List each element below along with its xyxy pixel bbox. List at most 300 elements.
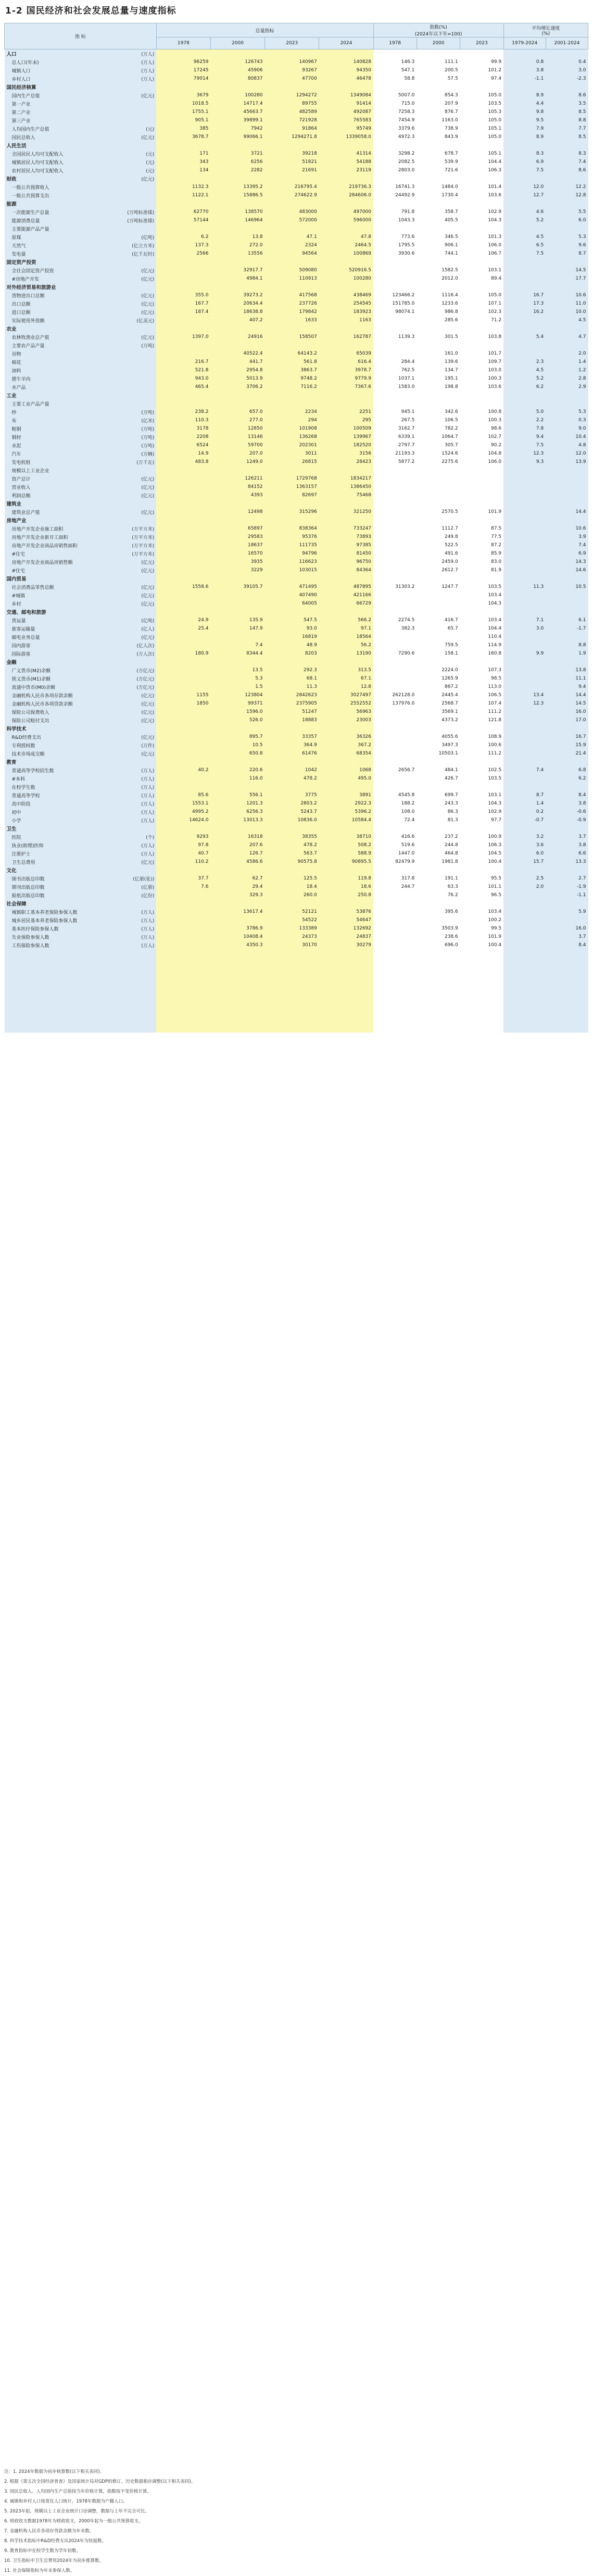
value-cell: 8.8 <box>546 641 588 649</box>
indicator-name: 社会保障 <box>5 899 112 908</box>
empty-row <box>5 983 588 991</box>
value-cell: 9.5 <box>503 116 546 124</box>
indicator-unit: (亿人) <box>112 624 157 633</box>
value-cell: 838364 <box>265 524 319 533</box>
value-cell: 57.5 <box>417 74 460 83</box>
value-cell: 106.0 <box>460 458 503 466</box>
value-cell: 107.3 <box>460 666 503 674</box>
value-cell: 41314 <box>319 149 373 158</box>
value-cell: 105.1 <box>460 124 503 133</box>
indicator-name: 粗钢 <box>5 424 112 433</box>
value-cell <box>156 933 210 941</box>
indicator-name: 工业 <box>5 391 112 399</box>
value-cell: 77.5 <box>460 533 503 541</box>
value-cell: 105.0 <box>460 133 503 141</box>
value-cell: 8.4 <box>546 791 588 799</box>
indicator-name: 农林牧渔业总产值 <box>5 333 112 341</box>
indicator-name: 广义货币(M2)余额 <box>5 666 112 674</box>
table-row <box>5 349 588 358</box>
value-cell: 216.7 <box>156 358 210 366</box>
value-cell: 102.9 <box>460 808 503 816</box>
indicator-name: 能源 <box>5 199 112 208</box>
indicator-unit: (亿美元) <box>112 316 157 324</box>
value-cell: 9.9 <box>503 649 546 658</box>
value-cell <box>546 499 588 508</box>
value-cell: 791.8 <box>373 208 417 216</box>
value-cell <box>265 174 319 183</box>
value-cell: 9.0 <box>546 424 588 433</box>
value-cell <box>319 199 373 208</box>
value-cell <box>503 549 546 558</box>
value-cell: 1553.1 <box>156 799 210 808</box>
indicator-name: 交通、邮电和旅游 <box>5 608 112 616</box>
value-cell: 180.9 <box>156 649 210 658</box>
value-cell: 100509 <box>319 424 373 433</box>
value-cell <box>460 758 503 766</box>
value-cell <box>210 516 264 524</box>
value-cell <box>460 466 503 474</box>
value-cell <box>156 891 210 899</box>
value-cell: 101.4 <box>460 183 503 191</box>
table-row <box>5 483 588 491</box>
section-row <box>5 49 588 58</box>
value-cell: 6.2 <box>503 383 546 391</box>
value-cell: 385 <box>156 124 210 133</box>
value-cell: 21691 <box>265 166 319 174</box>
value-cell: 315296 <box>265 508 319 516</box>
value-cell: 182520 <box>319 441 373 449</box>
value-cell: 90895.5 <box>319 858 373 866</box>
value-cell: 37.7 <box>156 874 210 883</box>
value-cell <box>210 258 264 266</box>
value-cell: 843.9 <box>417 133 460 141</box>
value-cell: 105.0 <box>460 291 503 299</box>
value-cell: 2.7 <box>546 874 588 883</box>
value-cell: 301.5 <box>417 333 460 341</box>
value-cell: 207.0 <box>210 449 264 458</box>
value-cell <box>373 866 417 874</box>
indicator-name: 资产总计 <box>5 474 112 483</box>
value-cell: 12.7 <box>503 191 546 199</box>
value-cell: 102.9 <box>460 208 503 216</box>
value-cell <box>265 283 319 291</box>
value-cell <box>210 574 264 583</box>
value-cell: 10408.4 <box>210 933 264 941</box>
indicator-name: 卫生 <box>5 824 112 833</box>
value-cell: 24916 <box>210 333 264 341</box>
value-cell: 104.8 <box>460 449 503 458</box>
value-cell: 4.8 <box>546 441 588 449</box>
value-cell <box>373 933 417 941</box>
value-cell: 3011 <box>265 449 319 458</box>
value-cell: 9.4 <box>503 433 546 441</box>
value-cell: 0.4 <box>546 58 588 66</box>
value-cell: 72.4 <box>373 816 417 824</box>
value-cell <box>373 658 417 666</box>
value-cell: 364.9 <box>265 741 319 749</box>
value-cell <box>373 641 417 649</box>
value-cell <box>546 399 588 408</box>
indicator-name: 财政 <box>5 174 112 183</box>
value-cell: 4393 <box>210 491 264 499</box>
value-cell: 5.3 <box>210 674 264 683</box>
value-cell: 100.3 <box>460 374 503 383</box>
value-cell: 160.8 <box>460 649 503 658</box>
value-cell: 738.9 <box>417 124 460 133</box>
value-cell: 6.9 <box>546 549 588 558</box>
value-cell: 8.6 <box>546 166 588 174</box>
table-row <box>5 624 588 633</box>
value-cell: 48.9 <box>265 641 319 649</box>
value-cell: 12.0 <box>503 183 546 191</box>
value-cell: 97.8 <box>156 841 210 849</box>
value-cell <box>373 224 417 233</box>
value-cell: 5396.2 <box>319 808 373 816</box>
indicator-unit <box>112 574 157 583</box>
value-cell: 9.6 <box>546 241 588 249</box>
indicator-name: 文化 <box>5 866 112 874</box>
value-cell: 284.4 <box>373 358 417 366</box>
value-cell <box>503 524 546 533</box>
indicator-name: 猪牛羊肉 <box>5 374 112 383</box>
value-cell: 6.6 <box>546 849 588 858</box>
value-cell <box>546 483 588 491</box>
value-cell: 8.5 <box>546 133 588 141</box>
value-cell: 2566 <box>156 249 210 258</box>
value-cell: 416.6 <box>373 833 417 841</box>
value-cell: 2.0 <box>503 883 546 891</box>
value-cell <box>503 341 546 349</box>
value-cell: 1.4 <box>546 358 588 366</box>
table-row <box>5 74 588 83</box>
value-cell <box>265 399 319 408</box>
value-cell: 137.3 <box>156 241 210 249</box>
value-cell: 4350.3 <box>210 941 264 949</box>
value-cell: 109.7 <box>460 358 503 366</box>
value-cell: 89755 <box>265 99 319 108</box>
empty-row <box>5 966 588 974</box>
value-cell <box>156 508 210 516</box>
value-cell <box>417 174 460 183</box>
indicator-name: 利润总额 <box>5 491 112 499</box>
value-cell <box>156 258 210 266</box>
value-cell <box>319 516 373 524</box>
value-cell: 61476 <box>265 749 319 758</box>
value-cell <box>373 941 417 949</box>
footnote-line: 6. 财政收支数据1978年为财政收支，2000年起为一般公共预算收支。 <box>4 2519 143 2524</box>
value-cell: 16.0 <box>546 708 588 716</box>
value-cell: 13013.3 <box>210 816 264 824</box>
value-cell <box>417 574 460 583</box>
index-header-label: 指数(%) <box>430 25 447 30</box>
value-cell <box>373 349 417 358</box>
value-cell: 876.7 <box>417 108 460 116</box>
value-cell <box>156 716 210 724</box>
value-cell: 905.1 <box>156 116 210 124</box>
indicator-unit <box>112 366 157 374</box>
value-cell: 100.4 <box>460 858 503 866</box>
value-cell: 7.8 <box>503 424 546 433</box>
value-cell: 2.0 <box>546 349 588 358</box>
value-cell <box>503 533 546 541</box>
indicator-name: 建筑业总产值 <box>5 508 112 516</box>
indicator-name: 城镇居民人均可支配收入 <box>5 158 112 166</box>
value-cell <box>373 758 417 766</box>
footnote-line: 5. 2023年起，规模以上工业企业统计口径调整，数据与上年不完全可比。 <box>4 2509 149 2514</box>
value-cell <box>156 641 210 649</box>
value-cell: 1247.7 <box>417 583 460 591</box>
value-cell: 1249.0 <box>210 458 264 466</box>
indicator-unit: (万人) <box>112 66 157 74</box>
indicator-name: 货物进出口总额 <box>5 291 112 299</box>
value-cell: 405.5 <box>417 216 460 224</box>
value-cell: 85.9 <box>460 549 503 558</box>
indicator-unit <box>112 108 157 116</box>
table-row <box>5 508 588 516</box>
value-cell: 111735 <box>265 541 319 549</box>
indicator-unit: (亿元) <box>112 91 157 99</box>
table-row <box>5 541 588 549</box>
value-cell: 382.3 <box>373 624 417 633</box>
value-cell: 483.8 <box>156 458 210 466</box>
indicator-name: 国民总收入 <box>5 133 112 141</box>
value-cell: 2012.0 <box>417 274 460 283</box>
value-cell: 113.0 <box>460 683 503 691</box>
value-cell: 616.4 <box>319 358 373 366</box>
value-cell: 11.3 <box>265 683 319 691</box>
page-title: 1-2 国民经济和社会发展总量与速度指标 <box>5 6 176 16</box>
table-row <box>5 158 588 166</box>
value-cell: 3497.3 <box>417 741 460 749</box>
value-cell: 11.1 <box>546 674 588 683</box>
value-cell: 441.7 <box>210 358 264 366</box>
value-cell <box>503 591 546 599</box>
table-row <box>5 791 588 799</box>
value-cell <box>265 324 319 333</box>
empty-row <box>5 999 588 1008</box>
value-cell: 9.8 <box>503 108 546 116</box>
indicator-name: 布 <box>5 416 112 424</box>
value-cell: 105.1 <box>460 149 503 158</box>
value-cell: 8.9 <box>503 133 546 141</box>
value-cell <box>417 916 460 924</box>
value-cell: 7.6 <box>156 883 210 891</box>
value-cell: 539.9 <box>417 158 460 166</box>
value-cell <box>156 774 210 783</box>
indicator-name: 初中 <box>5 808 112 816</box>
value-cell <box>546 599 588 608</box>
value-cell <box>503 783 546 791</box>
value-cell: 12.0 <box>546 449 588 458</box>
value-cell: 104.3 <box>460 599 503 608</box>
indicator-name: 国内生产总值 <box>5 91 112 99</box>
indicator-name: #住宅 <box>5 566 112 574</box>
value-cell: 7.1 <box>503 616 546 624</box>
value-cell: 101.2 <box>460 66 503 74</box>
value-cell: 10.6 <box>546 524 588 533</box>
value-cell: -0.7 <box>503 816 546 824</box>
indicator-unit: (万平方米) <box>112 524 157 533</box>
value-cell: 12.8 <box>546 191 588 199</box>
value-cell: 138570 <box>210 208 264 216</box>
table-row <box>5 491 588 499</box>
table-row <box>5 849 588 858</box>
indicator-unit: (亿元) <box>112 691 157 699</box>
table-row <box>5 116 588 124</box>
value-cell: 3.7 <box>546 833 588 841</box>
table-row <box>5 749 588 758</box>
value-cell: 13617.4 <box>210 908 264 916</box>
value-cell: 8.5 <box>546 108 588 116</box>
value-cell: 478.2 <box>265 774 319 783</box>
value-cell: 116623 <box>265 558 319 566</box>
value-cell <box>319 258 373 266</box>
value-cell: 29583 <box>210 533 264 541</box>
value-cell: 782.2 <box>417 424 460 433</box>
value-cell: 139.6 <box>417 358 460 366</box>
value-cell <box>373 683 417 691</box>
indicator-name: 人民生活 <box>5 141 112 149</box>
value-cell <box>503 908 546 916</box>
value-cell: 23003 <box>319 716 373 724</box>
value-cell <box>503 674 546 683</box>
value-cell: 9748.2 <box>265 374 319 383</box>
value-cell: 526.0 <box>210 716 264 724</box>
value-cell: 715.0 <box>373 99 417 108</box>
value-cell: 2.3 <box>503 358 546 366</box>
value-cell <box>373 266 417 274</box>
value-cell: 111.1 <box>417 58 460 66</box>
value-cell: 14.5 <box>546 266 588 274</box>
indicator-unit: (亿元) <box>112 749 157 758</box>
value-cell: 30279 <box>319 941 373 949</box>
value-cell <box>373 666 417 674</box>
value-cell: 8.9 <box>503 91 546 99</box>
value-cell <box>546 474 588 483</box>
value-cell <box>417 516 460 524</box>
value-cell: 56963 <box>319 708 373 716</box>
index-header-sub: (2024年以下年=100) <box>414 32 462 37</box>
value-cell: 438469 <box>319 291 373 299</box>
indicator-unit: (万人次) <box>112 649 157 658</box>
table-row <box>5 449 588 458</box>
value-cell <box>265 466 319 474</box>
value-cell: 906.1 <box>417 241 460 249</box>
value-cell: 24.9 <box>156 616 210 624</box>
indicator-name: 专利授权数 <box>5 741 112 749</box>
value-cell: 16.2 <box>503 308 546 316</box>
value-cell: 103.8 <box>460 333 503 341</box>
value-cell: 2445.4 <box>417 691 460 699</box>
table-row <box>5 416 588 424</box>
value-cell <box>460 491 503 499</box>
value-cell <box>503 774 546 783</box>
value-cell <box>373 891 417 899</box>
indicator-unit: (元) <box>112 149 157 158</box>
indicator-unit <box>112 758 157 766</box>
value-cell: -1.9 <box>546 883 588 891</box>
value-cell: 17245 <box>156 66 210 74</box>
value-cell: 3156 <box>319 449 373 458</box>
value-cell: 358.7 <box>417 208 460 216</box>
value-cell: 97385 <box>319 541 373 549</box>
indicator-name: 在校学生数 <box>5 783 112 791</box>
value-cell: 95749 <box>319 124 373 133</box>
value-cell: 4.5 <box>503 233 546 241</box>
value-cell: 3863.7 <box>265 366 319 374</box>
indicator-name: 国内贸易 <box>5 574 112 583</box>
indicator-unit: (万亿元) <box>112 666 157 674</box>
value-cell: 14.4 <box>546 691 588 699</box>
value-cell <box>210 341 264 349</box>
value-cell: 104.3 <box>460 799 503 808</box>
indicator-name: 天然气 <box>5 241 112 249</box>
value-cell <box>460 49 503 58</box>
indicator-unit: (亿元) <box>112 733 157 741</box>
value-cell: 1201.3 <box>210 799 264 808</box>
table-row <box>5 566 588 574</box>
value-cell: 3.5 <box>546 99 588 108</box>
value-cell: 699.7 <box>417 791 460 799</box>
value-cell <box>319 866 373 874</box>
value-cell <box>265 499 319 508</box>
value-cell <box>156 549 210 558</box>
value-cell: 355.0 <box>156 291 210 299</box>
indicator-name: 卫生总费用 <box>5 858 112 866</box>
indicator-unit: (万人) <box>112 916 157 924</box>
value-cell: 45663.7 <box>210 108 264 116</box>
value-cell: 68354 <box>319 749 373 758</box>
value-cell <box>460 824 503 833</box>
value-cell: 39218 <box>265 149 319 158</box>
value-cell <box>265 224 319 233</box>
value-cell: 762.5 <box>373 366 417 374</box>
value-cell: 13556 <box>210 249 264 258</box>
value-cell <box>503 724 546 733</box>
table-row <box>5 308 588 316</box>
value-cell <box>373 199 417 208</box>
value-cell <box>156 274 210 283</box>
section-row <box>5 658 588 666</box>
value-cell: 2612.7 <box>417 566 460 574</box>
value-cell: 3.0 <box>546 66 588 74</box>
value-cell: 495.0 <box>319 774 373 783</box>
value-cell: 6.0 <box>546 216 588 224</box>
value-cell <box>503 199 546 208</box>
value-cell: 5.2 <box>503 216 546 224</box>
value-cell <box>503 324 546 333</box>
section-row <box>5 899 588 908</box>
indicator-unit: (万人) <box>112 766 157 774</box>
value-cell: 292.3 <box>265 666 319 674</box>
value-cell <box>373 316 417 324</box>
value-cell <box>319 499 373 508</box>
value-cell: -1.7 <box>546 624 588 633</box>
indicator-name: 旅客运输量 <box>5 624 112 633</box>
value-cell: 3569.1 <box>417 708 460 716</box>
value-cell: 6339.1 <box>373 433 417 441</box>
value-cell: 33357 <box>265 733 319 741</box>
indicator-unit: (亿元) <box>112 708 157 716</box>
value-cell <box>156 541 210 549</box>
value-cell: 81450 <box>319 549 373 558</box>
indicator-unit <box>112 399 157 408</box>
value-cell: 10.5 <box>210 741 264 749</box>
value-cell <box>546 824 588 833</box>
value-cell: 64143.2 <box>265 349 319 358</box>
value-cell: 17.0 <box>546 716 588 724</box>
value-cell: 100.9 <box>460 833 503 841</box>
